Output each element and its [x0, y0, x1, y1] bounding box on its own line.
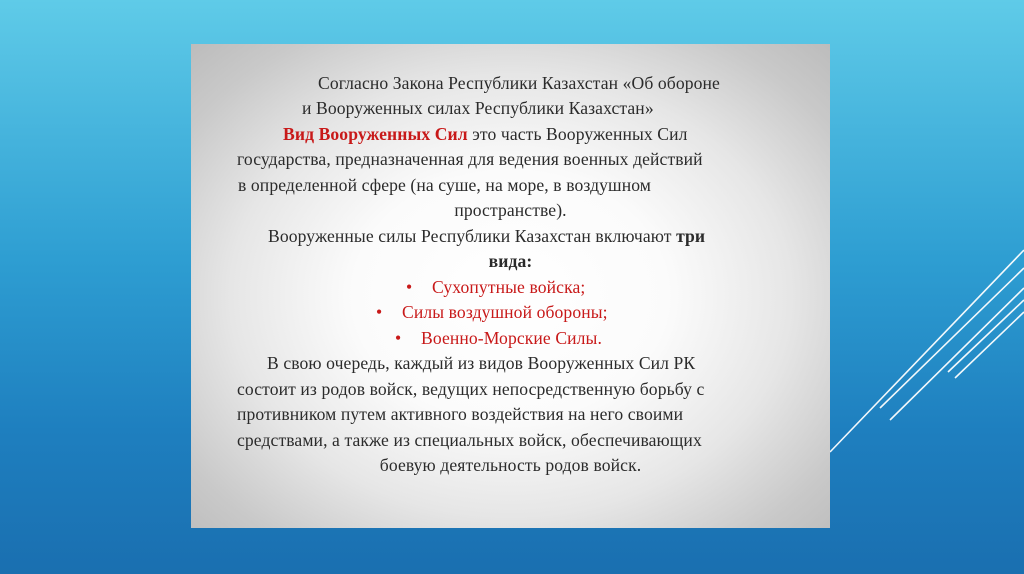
list-item-label: Военно-Морские Силы.	[421, 328, 602, 348]
list-item	[395, 325, 602, 352]
definition-line-4: пространстве).	[454, 200, 567, 220]
intro-line-2: и Вооруженных силах Республики Казахстан»	[302, 98, 654, 118]
definition-line-1	[283, 121, 688, 148]
text-panel	[191, 44, 830, 528]
include-text: Вооруженные силы Республики Казахстан включают	[268, 226, 677, 246]
list-item	[376, 299, 608, 326]
closing-line-1: В свою очередь, каждый из видов Вооруженных Сил РК	[267, 353, 696, 373]
bullet-icon: •	[376, 302, 383, 322]
bullet-icon: •	[406, 277, 413, 297]
include-line-1	[268, 223, 705, 250]
bullet-icon: •	[395, 328, 402, 348]
definition-term: Вид Вооруженных Сил	[283, 124, 468, 144]
definition-rest: это часть Вооруженных Сил	[467, 124, 688, 144]
intro-line-1: Согласно Закона Республики Казахстан «Об обороне	[318, 73, 720, 93]
closing-line-2: состоит из родов войск, ведущих непосредственную борьбу с	[237, 379, 705, 399]
list-item	[406, 274, 585, 301]
closing-line-5: боевую деятельность родов войск.	[379, 455, 642, 475]
include-bold-count: три	[676, 226, 706, 246]
list-item-label: Силы воздушной обороны;	[402, 302, 608, 322]
list-item-label: Сухопутные войска;	[432, 277, 586, 297]
include-line-2: вида:	[488, 251, 533, 271]
closing-line-4: средствами, а также из специальных войск, обеспечивающих	[237, 430, 702, 450]
closing-line-3: противником путем активного воздействия на него своими	[237, 404, 684, 424]
definition-line-2: государства, предназначенная для ведения военных действий	[237, 149, 703, 169]
definition-line-3: в определенной сфере (на суше, на море, в воздушном	[238, 175, 652, 195]
